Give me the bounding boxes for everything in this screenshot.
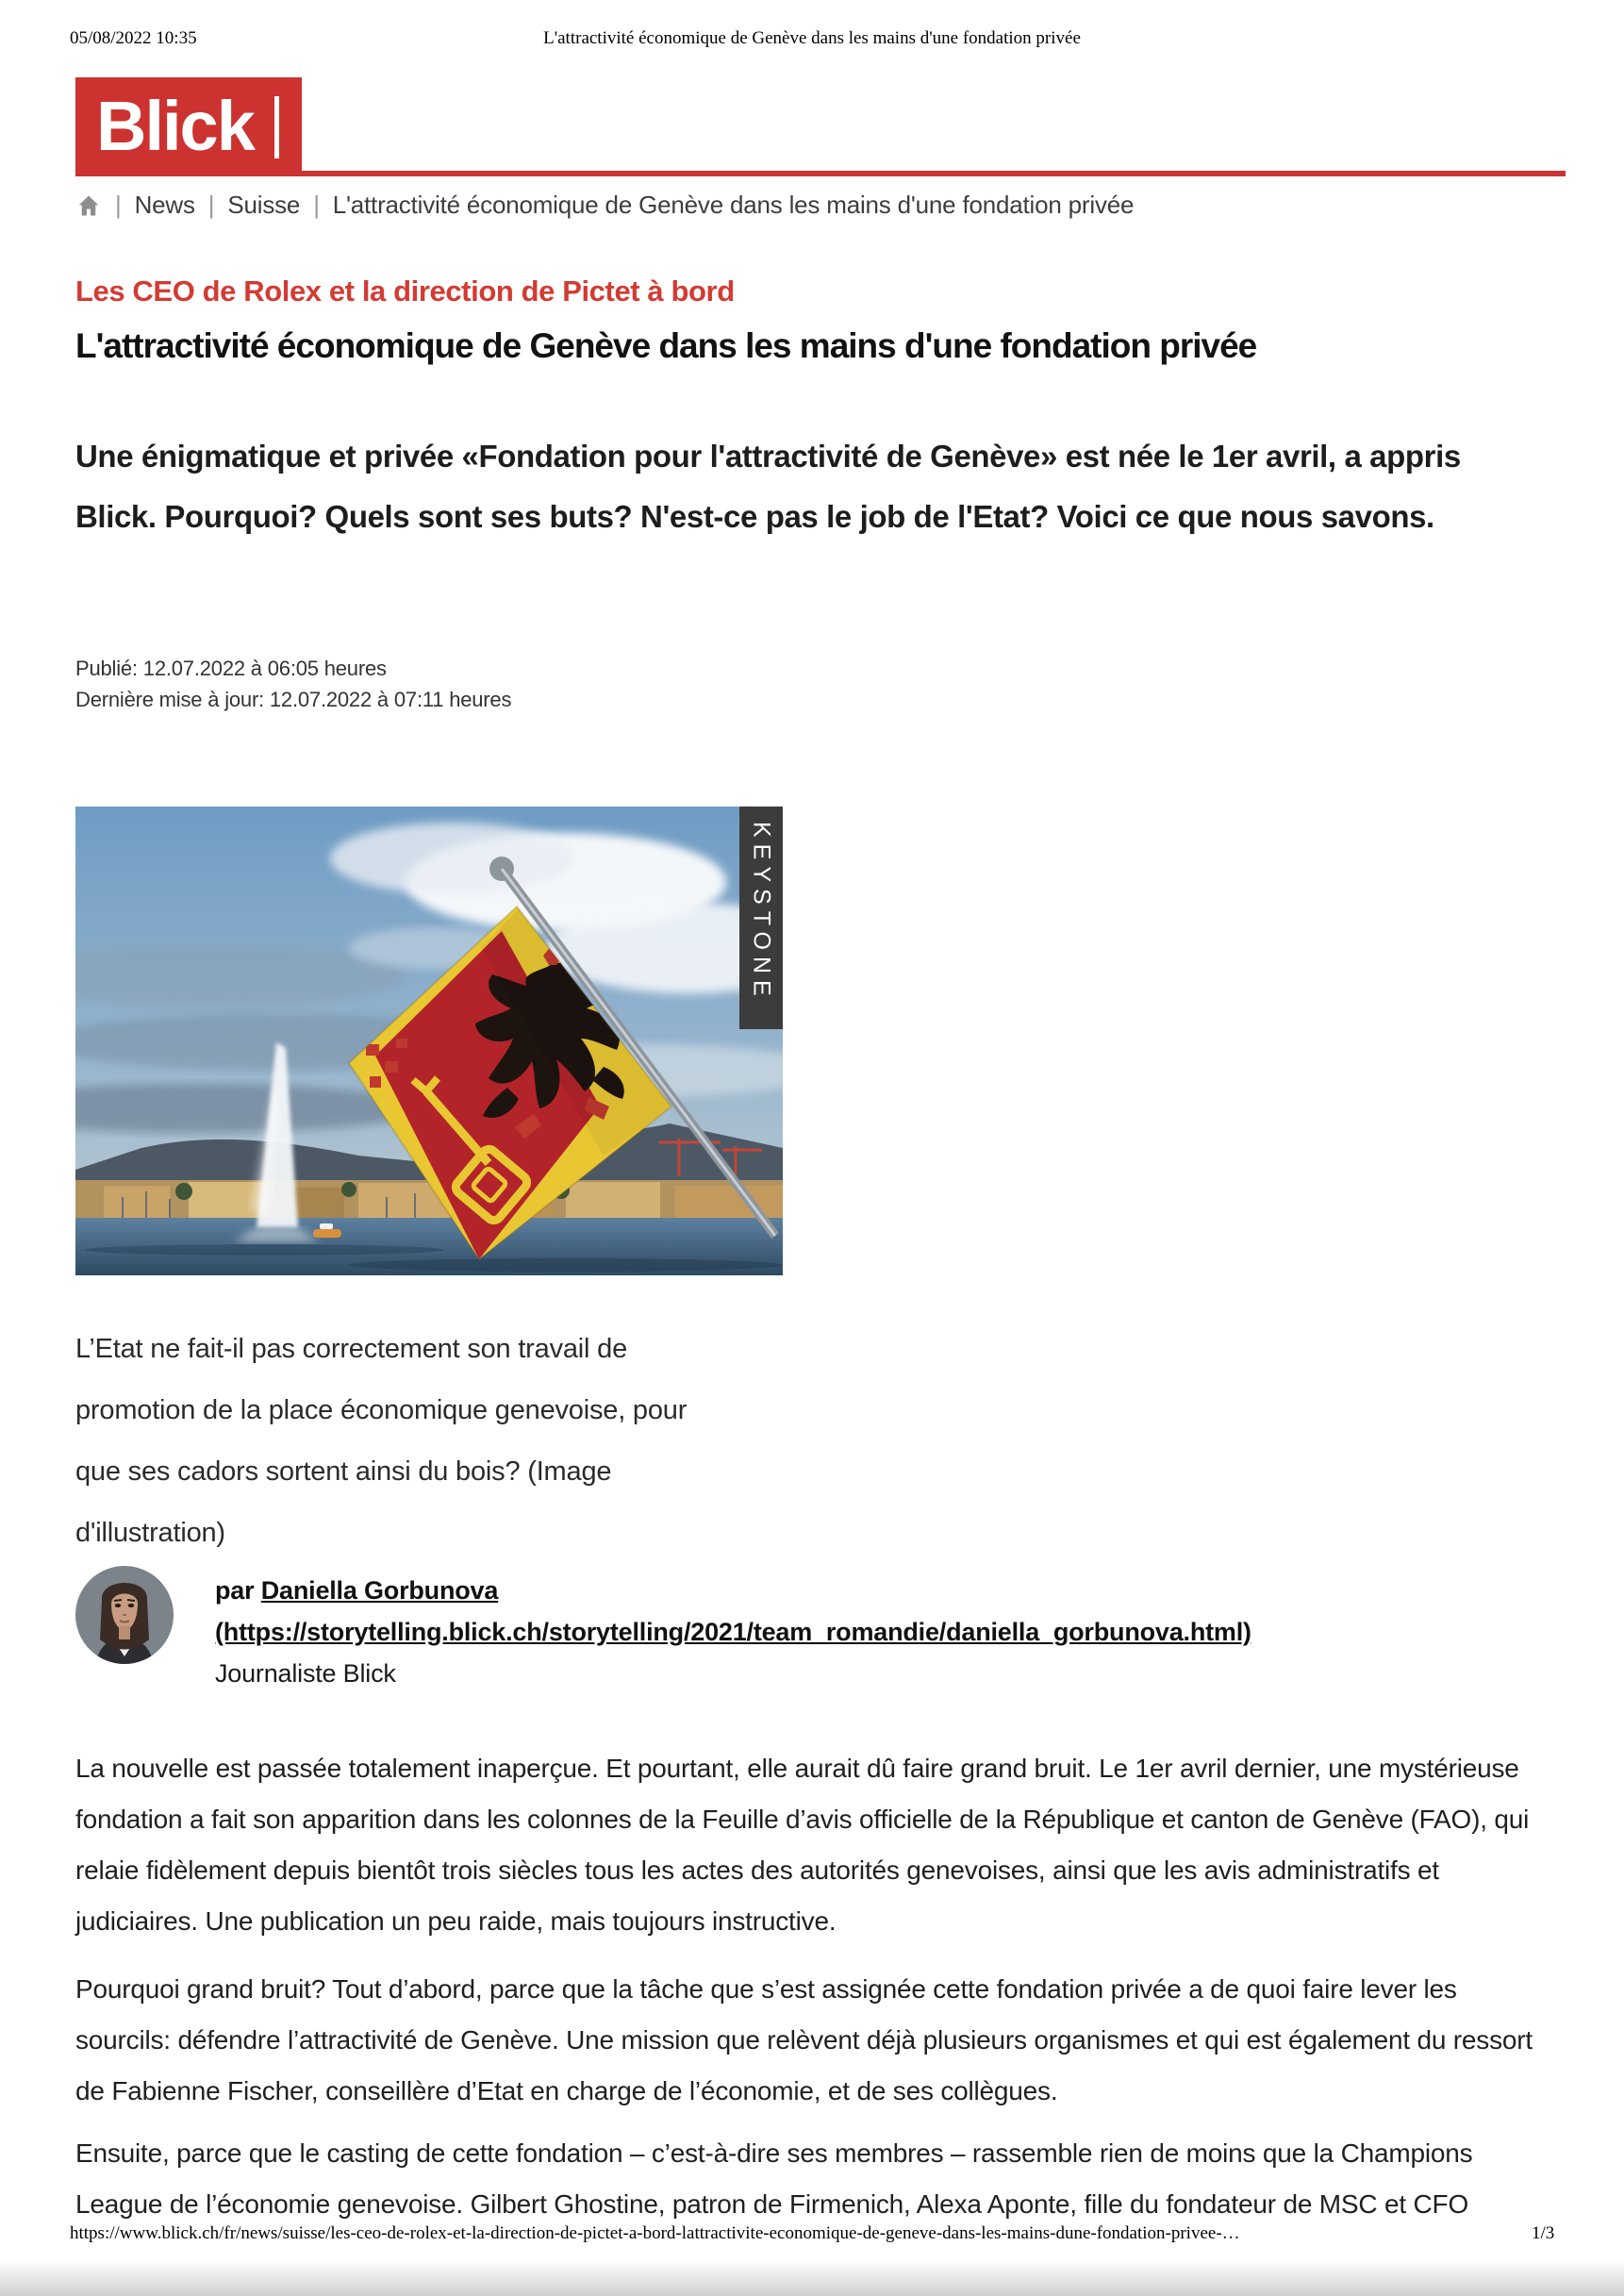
author-role: Journaliste Blick [215,1659,396,1688]
published-date: Publié: 12.07.2022 à 06:05 heures [75,657,387,680]
breadcrumb-item-suisse[interactable]: Suisse [227,191,301,219]
publish-info [75,653,511,715]
article-hero-image [75,807,783,1275]
body-paragraph: La nouvelle est passée totalement inaperçue. Et pourtant, elle aurait dû faire grand bruit. Le 1er avril dernier, une mystérieuse fondation a fait son apparition dans les colonnes de la Feuille d’avis officielle de la République et canton de Genève (FAO), qui relaie fidèlement depuis bientôt trois siècles tous les actes des autorités genevoises, ainsi que les avis administratifs et judiciaires. Une publication un peu raide, mais toujours instructive. [75,1754,1530,1936]
image-caption: L’Etat ne fait-il pas correctement son travail de promotion de la place économique genevoise, pour que ses cadors sortent ainsi du bois? (Image d'illustration) [75,1334,688,1548]
logo-divider-bar [274,96,279,158]
article-kicker: Les CEO de Rolex et la direction de Pictet à bord [75,275,735,308]
body-paragraph: Pourquoi grand bruit? Tout d’abord, parce que la tâche que s’est assignée cette fondation privée a de quoi faire lever les sourcils: défendre l’attractivité de Genève. Une mission que relèvent déjà plusieurs organismes et qui est également du ressort de Fabienne Fischer, conseillère d’Etat en charge de l’économie, et de ses collègues. [75,1974,1533,2105]
breadcrumb-separator: | [207,191,215,219]
breadcrumb-separator: | [115,191,122,219]
print-footer-url: https://www.blick.ch/fr/news/suisse/les-ceo-de-rolex-et-la-direction-de-pictet-a-bord-lattractivite-economique-de-geneve-dans-les-mains-dune-fondation-privee-… [70,2223,1240,2243]
author-name-link[interactable]: Daniella Gorbunova [260,1576,499,1605]
geneva-flag-photo [75,807,783,1275]
print-header-datetime: 05/08/2022 10:35 [70,28,197,48]
author-avatar[interactable] [75,1566,174,1664]
breadcrumb-item-current: L'attractivité économique de Genève dans les mains d'une fondation privée [332,191,1135,219]
author-profile-url[interactable]: (https://storytelling.blick.ch/storytelling/2021/team_romandie/daniella_gorbunova.html) [215,1618,1251,1646]
breadcrumb [75,191,1134,220]
article-title: L'attractivité économique de Genève dans les mains d'une fondation privée [75,326,1257,365]
article-lead: Une énigmatique et privée «Fondation pour l'attractivité de Genève» est née le 1er avril, a appris Blick. Pourquoi? Quels sont ses buts? N'est-ce pas le job de l'Etat? Voici ce que nous savons. [75,439,1461,534]
author-prefix: par [215,1576,255,1605]
blick-logo-text: Blick [96,87,254,165]
breadcrumb-item-news[interactable]: News [134,191,195,219]
author-block [75,1566,1251,1694]
breadcrumb-separator: | [313,191,320,219]
photo-credit-box [739,807,783,1029]
blick-logo[interactable] [75,77,302,175]
author-lines [215,1566,1251,1694]
updated-date: Dernière mise à jour: 12.07.2022 à 07:11 heures [75,688,512,711]
body-paragraph: Ensuite, parce que le casting de cette fondation – c’est-à-dire ses membres – rassemble rien de moins que la Champions League de l’économie genevoise. Gilbert Ghostine, patron de Firmenich, Alexa Aponte, fille du fondateur de MSC et CFO [75,2138,1473,2219]
print-footer-page-number: 1/3 [1532,2223,1555,2243]
print-header-title: L'attractivité économique de Genève dans les mains d'une fondation privée [543,28,1081,48]
photo-credit: KEYSTONE [748,822,775,1003]
home-icon[interactable] [75,192,102,219]
page-bottom-shadow [0,2260,1624,2296]
